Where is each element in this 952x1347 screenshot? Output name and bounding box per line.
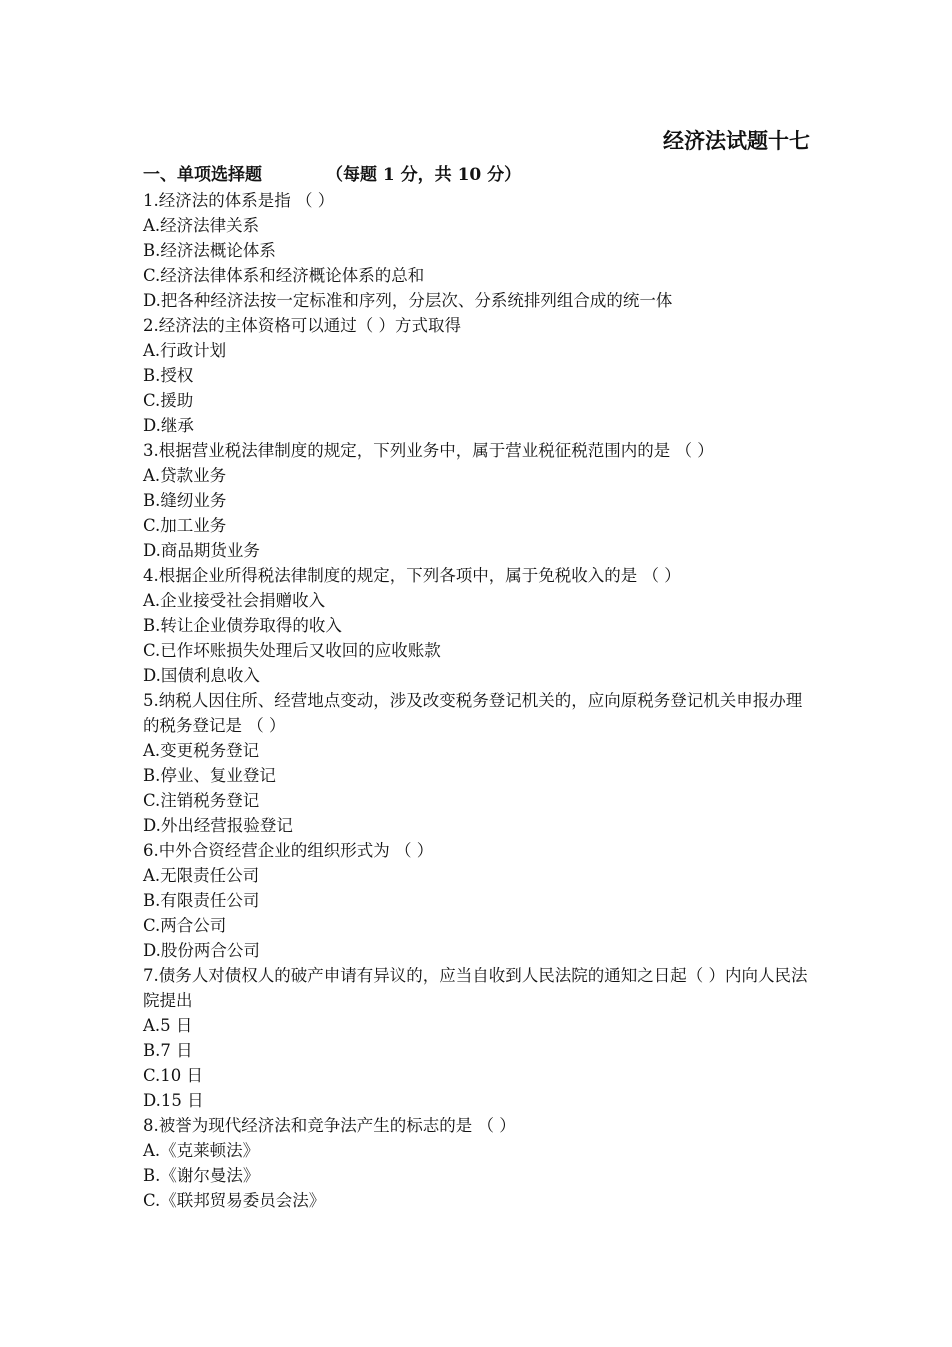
section-heading bbox=[143, 163, 823, 188]
question-1 bbox=[143, 188, 823, 313]
option: D.把各种经济法按一定标准和序列，分层次、分系统排列组合成的统一体 bbox=[143, 291, 673, 310]
option: D.外出经营报验登记 bbox=[143, 816, 293, 835]
option: B.经济法概论体系 bbox=[143, 241, 276, 260]
question-stem: 2.经济法的主体资格可以通过（ ）方式取得 bbox=[143, 316, 461, 335]
question-stem: 4.根据企业所得税法律制度的规定，下列各项中，属于免税收入的是 （ ） bbox=[143, 566, 681, 585]
option: D.商品期货业务 bbox=[143, 541, 260, 560]
question-7 bbox=[143, 963, 823, 1113]
option: C.《联邦贸易委员会法》 bbox=[143, 1191, 326, 1210]
option: A.行政计划 bbox=[143, 341, 227, 360]
option: B.缝纫业务 bbox=[143, 491, 227, 510]
option: B.转让企业债券取得的收入 bbox=[143, 616, 342, 635]
option: B.停业、复业登记 bbox=[143, 766, 276, 785]
question-stem: 1.经济法的体系是指 （ ） bbox=[143, 191, 335, 210]
option: D.国债利息收入 bbox=[143, 666, 260, 685]
option: D.股份两合公司 bbox=[143, 941, 260, 960]
option: D.15 日 bbox=[143, 1091, 204, 1110]
option: B.授权 bbox=[143, 366, 194, 385]
option: B.《谢尔曼法》 bbox=[143, 1166, 260, 1185]
option: A.贷款业务 bbox=[143, 466, 227, 485]
question-stem: 7.债务人对债权人的破产申请有异议的，应当自收到人民法院的通知之日起（ ）内向人民法院提出 bbox=[143, 966, 808, 1010]
question-2 bbox=[143, 313, 823, 438]
option: C.10 日 bbox=[143, 1066, 204, 1085]
option: C.注销税务登记 bbox=[143, 791, 260, 810]
section-title: 一、单项选择题 bbox=[143, 165, 262, 185]
question-5 bbox=[143, 688, 823, 838]
page-title: 经济法试题十七 bbox=[663, 128, 810, 153]
option: A.无限责任公司 bbox=[143, 866, 260, 885]
option: A.企业接受社会捐赠收入 bbox=[143, 591, 326, 610]
option: A.《克莱顿法》 bbox=[143, 1141, 260, 1160]
option: C.加工业务 bbox=[143, 516, 227, 535]
option: C.已作坏账损失处理后又收回的应收账款 bbox=[143, 641, 441, 660]
option: A.变更税务登记 bbox=[143, 741, 260, 760]
option: B.有限责任公司 bbox=[143, 891, 260, 910]
question-stem: 3.根据营业税法律制度的规定，下列业务中，属于营业税征税范围内的是 （ ） bbox=[143, 441, 714, 460]
question-stem: 6.中外合资经营企业的组织形式为 （ ） bbox=[143, 841, 434, 860]
document-body bbox=[143, 163, 823, 1213]
question-6 bbox=[143, 838, 823, 963]
option: C.两合公司 bbox=[143, 916, 227, 935]
option: A.5 日 bbox=[143, 1016, 193, 1035]
option: C.经济法律体系和经济概论体系的总和 bbox=[143, 266, 425, 285]
section-score-note: （每题 1 分，共 10 分） bbox=[326, 165, 522, 185]
question-4 bbox=[143, 563, 823, 688]
question-8 bbox=[143, 1113, 823, 1213]
option: B.7 日 bbox=[143, 1041, 193, 1060]
option: D.继承 bbox=[143, 416, 194, 435]
option: C.援助 bbox=[143, 391, 194, 410]
option: A.经济法律关系 bbox=[143, 216, 260, 235]
question-stem: 8.被誉为现代经济法和竞争法产生的标志的是 （ ） bbox=[143, 1116, 516, 1135]
question-3 bbox=[143, 438, 823, 563]
question-stem: 5.纳税人因住所、经营地点变动，涉及改变税务登记机关的，应向原税务登记机关申报办理的税务登记是 （ ） bbox=[143, 691, 803, 735]
